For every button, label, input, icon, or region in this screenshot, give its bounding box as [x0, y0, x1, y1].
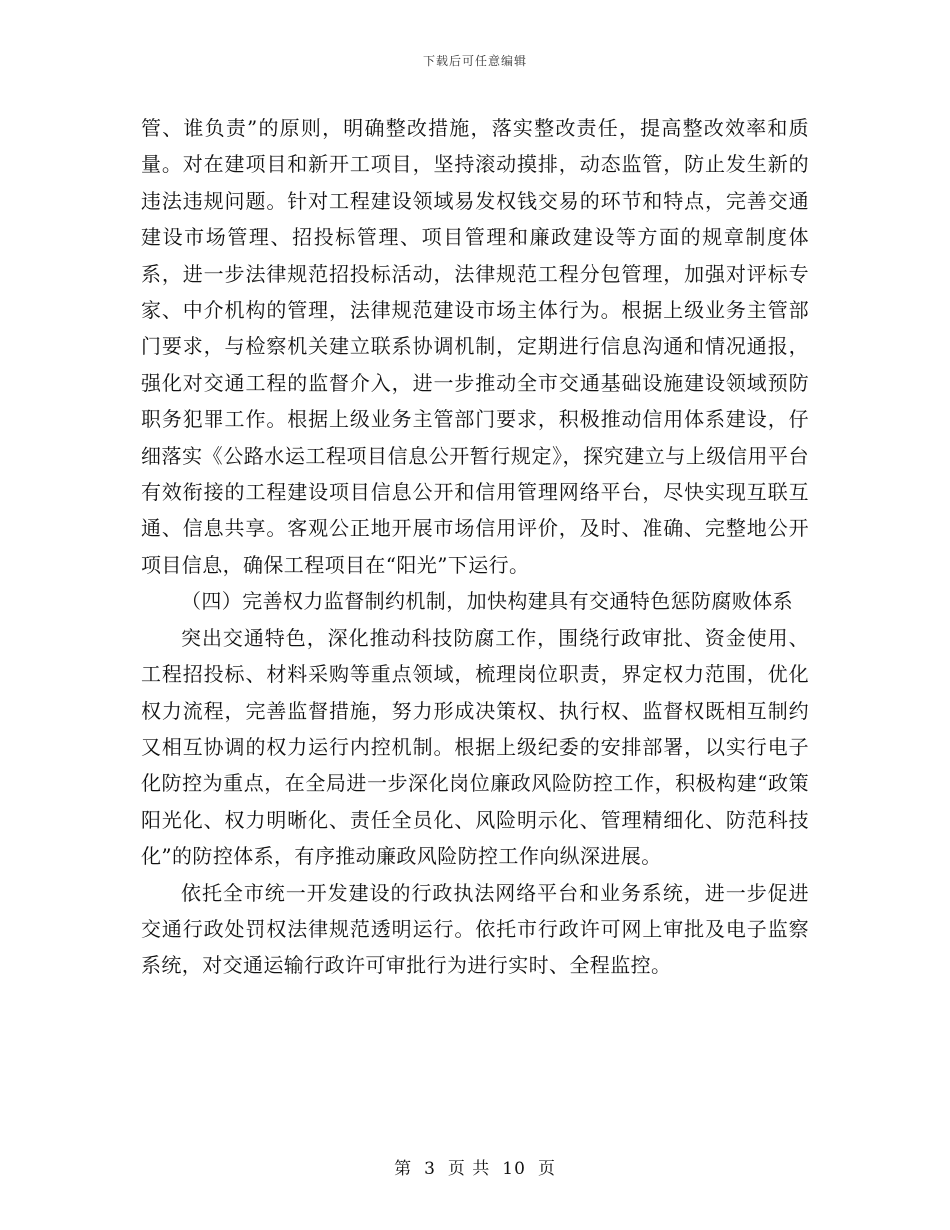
document-body — [141, 110, 809, 984]
footer-label-page: 第 — [394, 1159, 413, 1179]
footer-label-of: 页 共 — [447, 1159, 491, 1179]
footer-label-pages: 页 — [537, 1159, 556, 1179]
header-note: 下载后可任意编辑 — [422, 54, 527, 68]
page-footer — [0, 1154, 950, 1179]
paragraph: 依托全市统一开发建设的行政执法网络平台和业务系统，进一步促进交通行政处罚权法律规范透明运行。依托市行政许可网上审批及电子监察系统，对交通运输行政许可审批行为进行实时、全程监控。 — [141, 880, 809, 978]
paragraph: 突出交通特色，深化推动科技防腐工作，围绕行政审批、资金使用、工程招投标、材料采购等重点领域，梳理岗位职责，界定权力范围，优化权力流程，完善监督措施，努力形成决策权、执行权、监督权既相互制约又相互协调的权力运行内控机制。根据上级纪委的安排部署，以实行电子化防控为重点，在全局进一步深化岗位廉政风险防控工作，积极构建“政策阳光化、权力明晰化、责任全员化、风险明示化、管理精细化、防范科技化”的防控体系，有序推动廉政风险防控工作向纵深进展。 — [141, 625, 809, 869]
total-pages-number: 10 — [502, 1159, 526, 1179]
paragraph-continued: 管、谁负责”的原则，明确整改措施，落实整改责任，提高整改效率和质量。对在建项目和新开工项目，坚持滚动摸排，动态监管，防止发生新的违法违规问题。针对工程建设领域易发权钱交易的环节和特点，完善交通建设市场管理、招投标管理、项目管理和廉政建设等方面的规章制度体系，进一步法律规范招投标活动，法律规范工程分包管理，加强对评标专家、中介机构的管理，法律规范建设市场主体行为。根据上级业务主管部门要求，与检察机关建立联系协调机制，定期进行信息沟通和情况通报，强化对交通工程的监督介入，进一步推动全市交通基础设施建设领域预防职务犯罪工作。根据上级业务主管部门要求，积极推动信用体系建设，仔细落实《公路水运工程项目信息公开暂行规定》，探究建立与上级信用平台有效衔接的工程建设项目信息公开和信用管理网络平台，尽快实现互联互通、信息共享。客观公正地开展市场信用评价，及时、准确、完整地公开项目信息，确保工程项目在“阳光”下运行。 — [141, 116, 809, 577]
section-heading: （四）完善权力监督制约机制，加快构建具有交通特色惩防腐败体系 — [181, 589, 793, 614]
current-page-number: 3 — [424, 1159, 436, 1179]
